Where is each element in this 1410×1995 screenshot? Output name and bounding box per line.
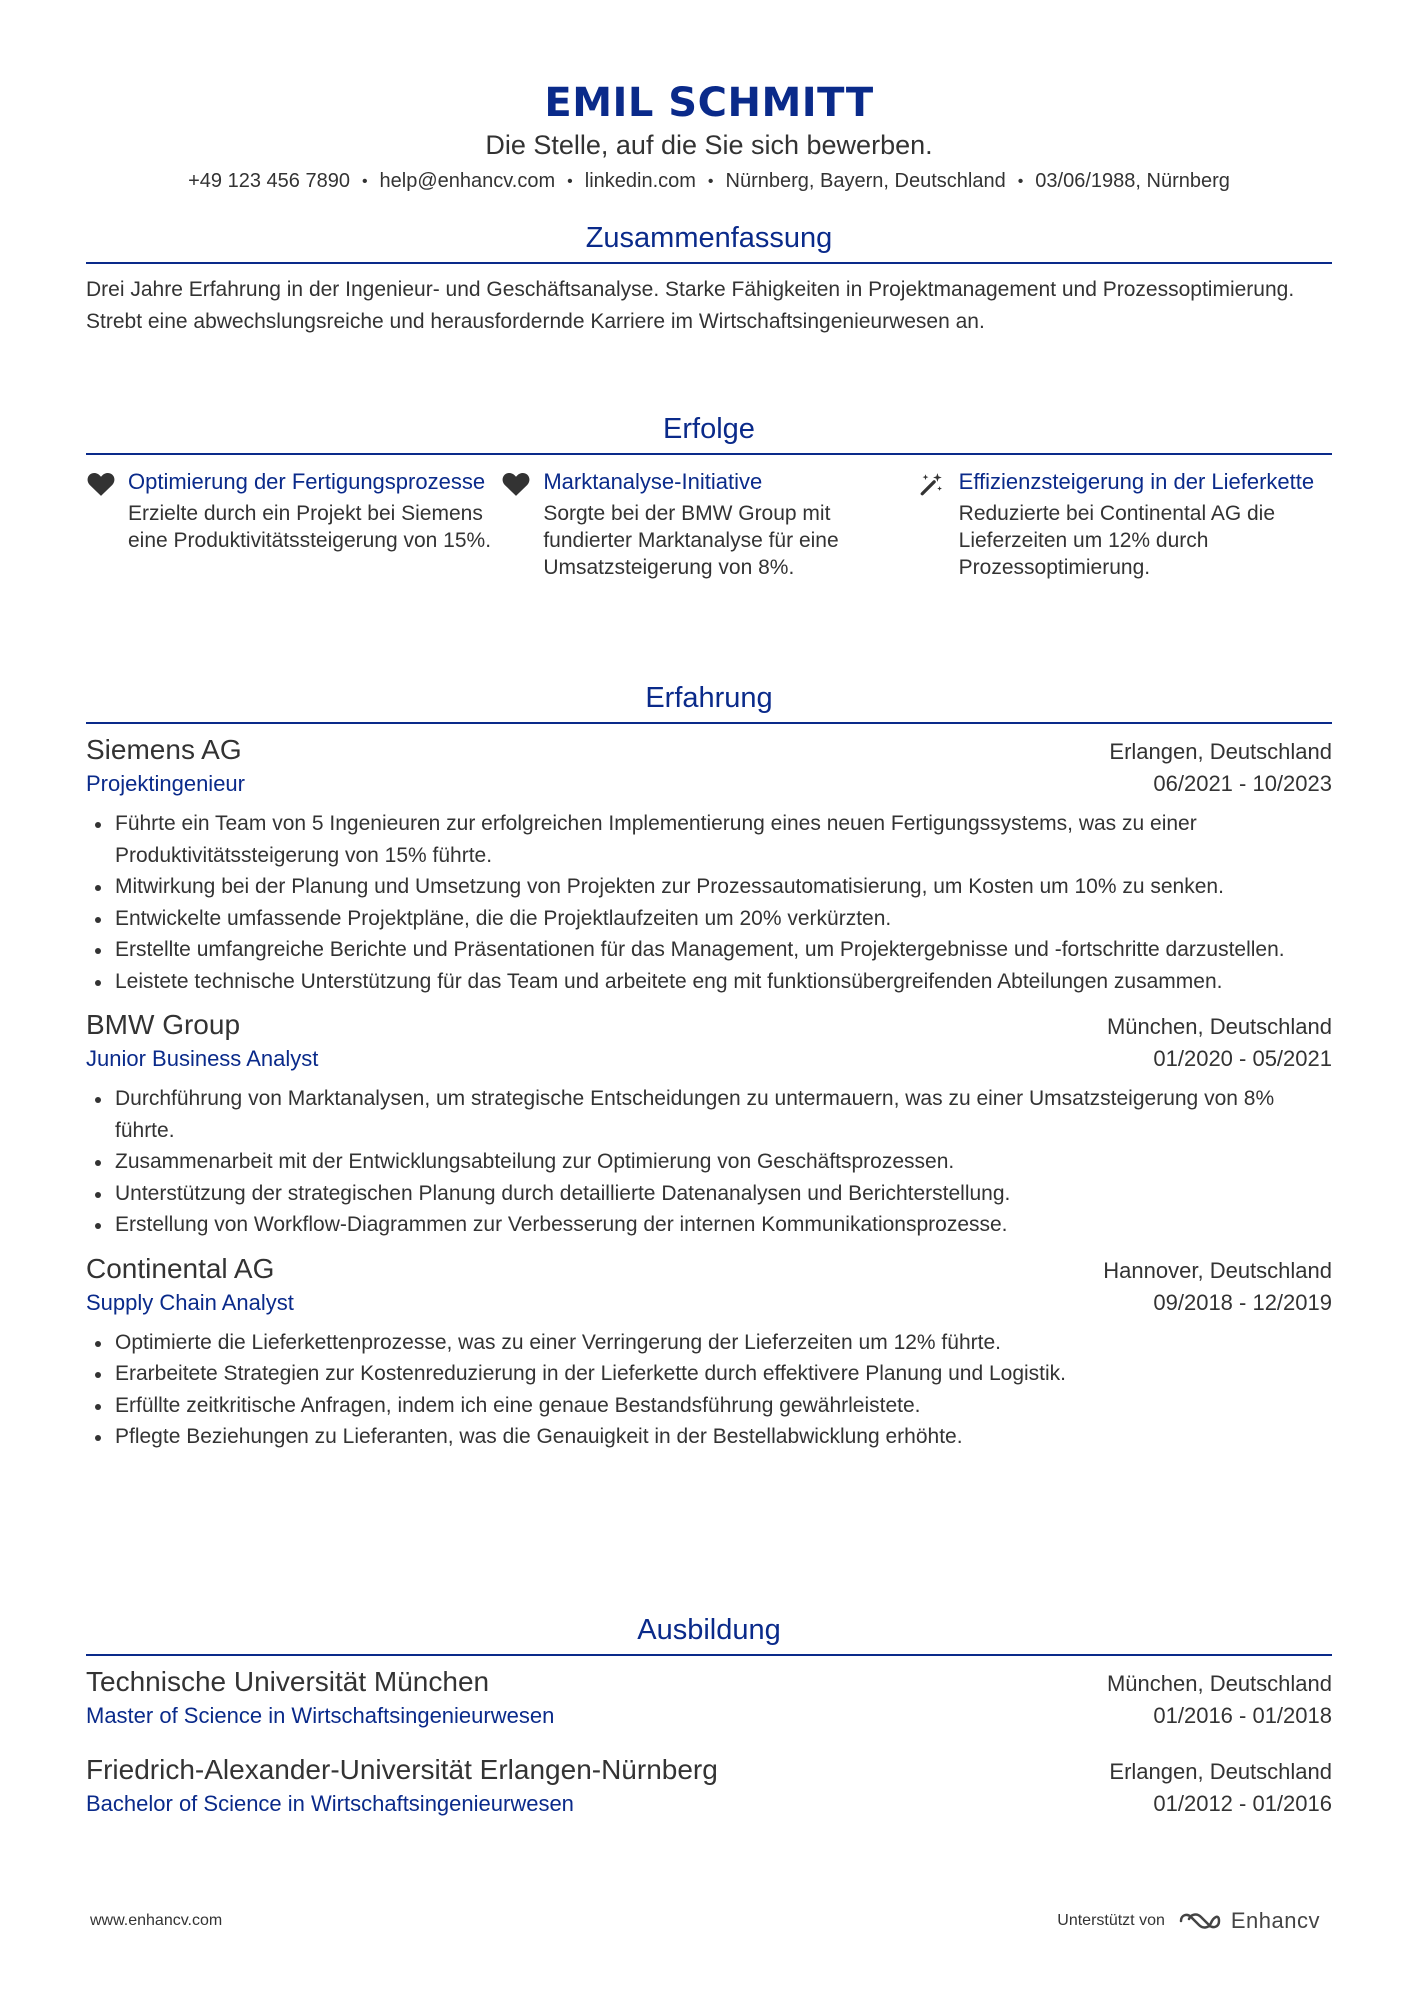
bullet-separator: • (1017, 173, 1024, 190)
job-role: Projektingenieur (86, 771, 245, 796)
contact-email[interactable]: help@enhancv.com (379, 170, 556, 192)
experience-entry (86, 1251, 1332, 1453)
section-title-summary: Zusammenfassung (86, 220, 1332, 264)
achievement-title: Effizienzsteigerung in der Lieferkette (958, 469, 1315, 494)
experience-entry (86, 732, 1332, 997)
section-title-education: Ausbildung (86, 1612, 1332, 1656)
resume-page (86, 0, 1332, 1816)
job-bullets (86, 1083, 1332, 1241)
heart-icon (501, 467, 543, 581)
achievement-title: Marktanalyse-Initiative (543, 469, 763, 494)
heart-icon (86, 467, 128, 581)
list-item: Leistete technische Unterstützung für das Team und arbeitete eng mit funktionsübergreifenden Abteilungen zusammen. (86, 966, 1332, 998)
school-location: München, Deutschland (1106, 1671, 1332, 1696)
bullet-separator: • (567, 173, 573, 190)
job-bullets (86, 1327, 1332, 1453)
job-dates: 09/2018 - 12/2019 (1153, 1289, 1332, 1315)
list-item: Erfüllte zeitkritische Anfragen, indem ich eine genaue Bestandsführung gewährleistete. (86, 1390, 1332, 1422)
contact-line (86, 168, 1332, 196)
bullet-separator: • (707, 173, 714, 190)
list-item: Optimierte die Lieferkettenprozesse, was zu einer Verringerung der Lieferzeiten um 12% führte. (86, 1327, 1332, 1359)
education-section (86, 1612, 1332, 1820)
footer-website-link[interactable]: www.enhancv.com (90, 1912, 223, 1929)
education-entry (86, 1752, 1332, 1820)
enhancv-logo-icon (1177, 1909, 1223, 1933)
list-item: Mitwirkung bei der Planung und Umsetzung von Projekten zur Prozessautomatisierung, um Kosten um 10% zu senken. (86, 871, 1332, 903)
list-item: Unterstützung der strategischen Planung durch detaillierte Datenanalysen und Berichterstellung. (86, 1178, 1332, 1210)
job-bullets (86, 808, 1332, 997)
section-title-experience: Erfahrung (86, 680, 1332, 724)
list-item: Durchführung von Marktanalysen, um strategische Entscheidungen zu untermauern, was zu einer Umsatzsteigerung von 8% führte. (86, 1083, 1332, 1146)
job-dates: 06/2021 - 10/2023 (1153, 771, 1332, 796)
achievements-grid (86, 467, 1332, 581)
achievement-item (86, 467, 501, 581)
contact-location: Nürnberg, Bayern, Deutschland (725, 170, 1006, 192)
job-location: München, Deutschland (1106, 1014, 1332, 1039)
school-name: Friedrich-Alexander-Universität Erlangen-Nürnberg (86, 1754, 718, 1785)
footer-powered-by (1057, 1908, 1320, 1934)
achievement-desc: Sorgte bei der BMW Group mit fundierter Marktanalyse für eine Umsatzsteigerung von 8%. (543, 502, 839, 579)
list-item: Erarbeitete Strategien zur Kostenreduzierung in der Lieferkette durch effektivere Planung und Logistik. (86, 1358, 1332, 1390)
list-item: Erstellung von Workflow-Diagrammen zur Verbesserung der internen Kommunikationsprozesse. (86, 1209, 1332, 1241)
contact-phone: +49 123 456 7890 (188, 170, 350, 192)
company-name: Continental AG (86, 1252, 275, 1284)
job-location: Erlangen, Deutschland (1109, 739, 1332, 764)
company-name: BMW Group (86, 1009, 241, 1040)
list-item: Entwickelte umfassende Projektpläne, die die Projektlaufzeiten um 20% verkürzten. (86, 903, 1332, 935)
achievement-title: Optimierung der Fertigungsprozesse (128, 469, 486, 494)
achievement-item (501, 467, 916, 581)
summary-section (86, 220, 1332, 337)
achievement-item (917, 467, 1332, 581)
achievement-desc: Erzielte durch ein Projekt bei Siemens eine Produktivitätssteigerung von 15%. (128, 502, 492, 552)
job-role: Junior Business Analyst (86, 1046, 319, 1071)
experience-entry (86, 1007, 1332, 1241)
job-dates: 01/2020 - 05/2021 (1153, 1046, 1332, 1071)
job-role: Supply Chain Analyst (86, 1289, 294, 1315)
resume-header (86, 0, 1332, 196)
experience-section (86, 680, 1332, 1453)
contact-linkedin[interactable]: linkedin.com (584, 170, 696, 192)
candidate-subtitle: Die Stelle, auf die Sie sich bewerben. (485, 130, 933, 160)
list-item: Führte ein Team von 5 Ingenieuren zur erfolgreichen Implementierung eines neuen Fertigungssystems, was zu einer Produktivitätssteigerung von 15% führte. (86, 808, 1332, 871)
company-name: Siemens AG (86, 734, 242, 765)
degree-name: Bachelor of Science in Wirtschaftsingenieurwesen (86, 1791, 574, 1816)
powered-by-label: Unterstützt von (1057, 1912, 1165, 1929)
job-location: Hannover, Deutschland (1103, 1257, 1332, 1283)
contact-birth: 03/06/1988, Nürnberg (1035, 170, 1230, 192)
section-title-achievements: Erfolge (86, 411, 1332, 455)
list-item: Pflegte Beziehungen zu Lieferanten, was die Genauigkeit in der Bestellabwicklung erhöhte. (86, 1421, 1332, 1453)
candidate-name: EMIL SCHMITT (544, 80, 874, 126)
list-item: Zusammenarbeit mit der Entwicklungsabteilung zur Optimierung von Geschäftsprozessen. (86, 1146, 1332, 1178)
school-name: Technische Universität München (86, 1666, 490, 1697)
degree-name: Master of Science in Wirtschaftsingenieurwesen (86, 1703, 555, 1728)
education-dates: 01/2016 - 01/2018 (1153, 1703, 1332, 1728)
education-entry (86, 1664, 1332, 1732)
summary-text: Drei Jahre Erfahrung in der Ingenieur- und Geschäftsanalyse. Starke Fähigkeiten in Projektmanagement und Prozessoptimierung. Strebt eine abwechslungsreiche und herausfordernde Karriere im Wirtschaftsingenieurwesen an. (86, 278, 1295, 333)
achievements-section (86, 411, 1332, 581)
brand-name: Enhancv (1230, 1908, 1320, 1933)
school-location: Erlangen, Deutschland (1109, 1759, 1332, 1784)
education-dates: 01/2012 - 01/2016 (1153, 1791, 1332, 1816)
magic-wand-icon (917, 467, 959, 581)
achievement-desc: Reduzierte bei Continental AG die Lieferzeiten um 12% durch Prozessoptimierung. (958, 502, 1276, 579)
list-item: Erstellte umfangreiche Berichte und Präsentationen für das Management, um Projektergebnisse und -fortschritte darzustellen. (86, 934, 1332, 966)
page-footer (90, 1908, 1320, 1934)
bullet-separator: • (361, 173, 368, 190)
